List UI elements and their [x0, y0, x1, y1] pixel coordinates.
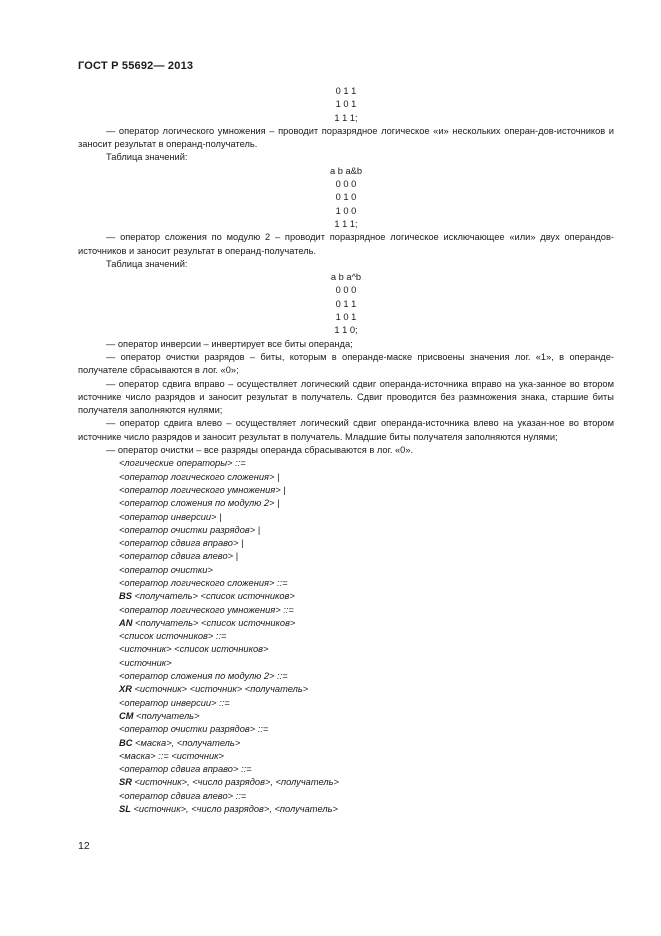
grammar-text: <оператор сдвига влево> |	[119, 551, 239, 562]
grammar-text: <источник>, <число разрядов>, <получатель>	[130, 804, 338, 815]
grammar-text: <логические операторы> ::=	[119, 458, 246, 469]
grammar-keyword: AN	[119, 617, 133, 628]
grammar-keyword: SR	[119, 777, 132, 788]
grammar-line	[78, 590, 614, 603]
table-row: 0 1 0	[335, 192, 357, 203]
shift-right-operator-paragraph: — оператор сдвига вправо – осуществляет логический сдвиг операнда-источника вправо на ука-занное во втором источнике число разрядов и заносит результат в получатель. Сдвиг проводится без размножения знака, старшие биты получателя заполняются нулями;	[78, 378, 614, 416]
grammar-keyword: SL	[119, 804, 131, 815]
document-header: ГОСТ Р 55692— 2013	[78, 60, 194, 72]
grammar-line	[78, 670, 614, 683]
table-row: 0 0 0	[335, 179, 357, 190]
table-row: 1 1 0;	[334, 325, 358, 336]
grammar-line	[78, 617, 614, 630]
grammar-line	[78, 790, 614, 803]
grammar-text: <получатель> <список источников>	[131, 591, 295, 602]
grammar-text: <оператор очистки разрядов> ::=	[119, 724, 269, 735]
clear-operator-paragraph: — оператор очистки – все разряды операнда сбрасываются в лог. «0».	[106, 445, 414, 456]
grammar-text: <маска>, <получатель>	[132, 737, 241, 748]
table-row: 1 0 1	[335, 99, 357, 110]
grammar-keyword: BS	[119, 591, 132, 602]
table-label: Таблица значений:	[106, 258, 188, 269]
grammar-line	[78, 457, 614, 470]
and-operator-paragraph: — оператор логического умножения – проводит поразрядное логическое «и» нескольких операн-дов-источников и заносит результат в операнд-получатель.	[78, 125, 614, 150]
grammar-text: <оператор логического сложения> |	[119, 471, 280, 482]
grammar-line	[78, 484, 614, 497]
grammar-text: <источник> <источник> <получатель>	[131, 684, 309, 695]
grammar-line	[78, 803, 614, 816]
and-truth-table	[78, 165, 614, 231]
grammar-line	[78, 524, 614, 537]
grammar-line	[78, 750, 614, 763]
grammar-keyword: BC	[119, 737, 133, 748]
grammar-text: <маска> ::= <источник>	[119, 750, 224, 761]
grammar-keyword: XR	[119, 684, 132, 695]
grammar-text: <получатель> <список источников>	[132, 617, 296, 628]
table-label: Таблица значений:	[106, 152, 188, 163]
table-row: 1 0 1	[335, 312, 357, 323]
grammar-text: <оператор инверсии> |	[119, 511, 222, 522]
grammar-line	[78, 471, 614, 484]
table-row: 0 1 1	[335, 298, 357, 309]
table-row: 0 0 0	[335, 285, 357, 296]
grammar-text: <источник>	[119, 657, 172, 668]
table-row: 1 0 0	[335, 205, 357, 216]
grammar-line	[78, 710, 614, 723]
table-header: a b a^b	[330, 272, 362, 283]
grammar-text: <оператор сложения по модулю 2> |	[119, 498, 280, 509]
grammar-line	[78, 657, 614, 670]
grammar-text: <оператор логического умножения> |	[119, 484, 286, 495]
grammar-text: <оператор сдвига вправо> ::=	[119, 764, 252, 775]
grammar-text: <источник> <список источников>	[119, 644, 269, 655]
grammar-line	[78, 723, 614, 736]
grammar-line	[78, 604, 614, 617]
xor-truth-table	[78, 271, 614, 337]
table-row: 1 1 1;	[334, 112, 358, 123]
grammar-text: <оператор очистки>	[119, 564, 213, 575]
grammar-block	[78, 457, 614, 816]
grammar-line	[78, 577, 614, 590]
table-header: a b a&b	[329, 165, 363, 176]
grammar-line	[78, 550, 614, 563]
grammar-text: <список источников> ::=	[119, 631, 227, 642]
shift-left-operator-paragraph: — оператор сдвига влево – осуществляет логический сдвиг операнда-источника влево на указан-ное во втором источнике число разрядов и заносит результат в получатель. Младшие биты получателя заполняются нулями;	[78, 418, 614, 442]
table-row: 0 1 1	[335, 86, 357, 96]
grammar-keyword: CM	[119, 710, 134, 721]
grammar-line	[78, 697, 614, 710]
page-body	[78, 85, 614, 816]
grammar-line	[78, 564, 614, 577]
grammar-text: <источник>, <число разрядов>, <получатель>	[131, 777, 339, 788]
xor-operator-paragraph: — оператор сложения по модулю 2 – проводит поразрядное логическое исключающее «или» двух операндов-источников и заносит результат в операнд-получатель.	[78, 232, 614, 256]
grammar-line	[78, 643, 614, 656]
table-row: 1 1 1;	[334, 218, 358, 229]
grammar-line	[78, 776, 614, 789]
grammar-line	[78, 763, 614, 776]
grammar-line	[78, 511, 614, 524]
grammar-text: <получатель>	[133, 710, 200, 721]
inversion-operator-paragraph: — оператор инверсии – инвертирует все биты операнда;	[106, 338, 353, 349]
grammar-text: <оператор сдвига вправо> |	[119, 538, 244, 549]
grammar-text: <оператор логического умножения> ::=	[119, 604, 294, 615]
truth-table-continuation	[78, 85, 614, 125]
grammar-line	[78, 737, 614, 750]
grammar-text: <оператор очистки разрядов> |	[119, 524, 261, 535]
grammar-text: <оператор логического сложения> ::=	[119, 577, 288, 588]
grammar-text: <оператор инверсии> ::=	[119, 697, 230, 708]
page-number: 12	[78, 840, 90, 852]
grammar-text: <оператор сдвига влево> ::=	[119, 790, 247, 801]
grammar-line	[78, 630, 614, 643]
grammar-line	[78, 497, 614, 510]
grammar-line	[78, 683, 614, 696]
bit-clear-operator-paragraph: — оператор очистки разрядов – биты, которым в операнде-маске присвоены значения лог. «1», в операнде-получателе сбрасываются в лог. «0»;	[78, 351, 614, 376]
grammar-line	[78, 537, 614, 550]
grammar-text: <оператор сложения по модулю 2> ::=	[119, 671, 288, 682]
